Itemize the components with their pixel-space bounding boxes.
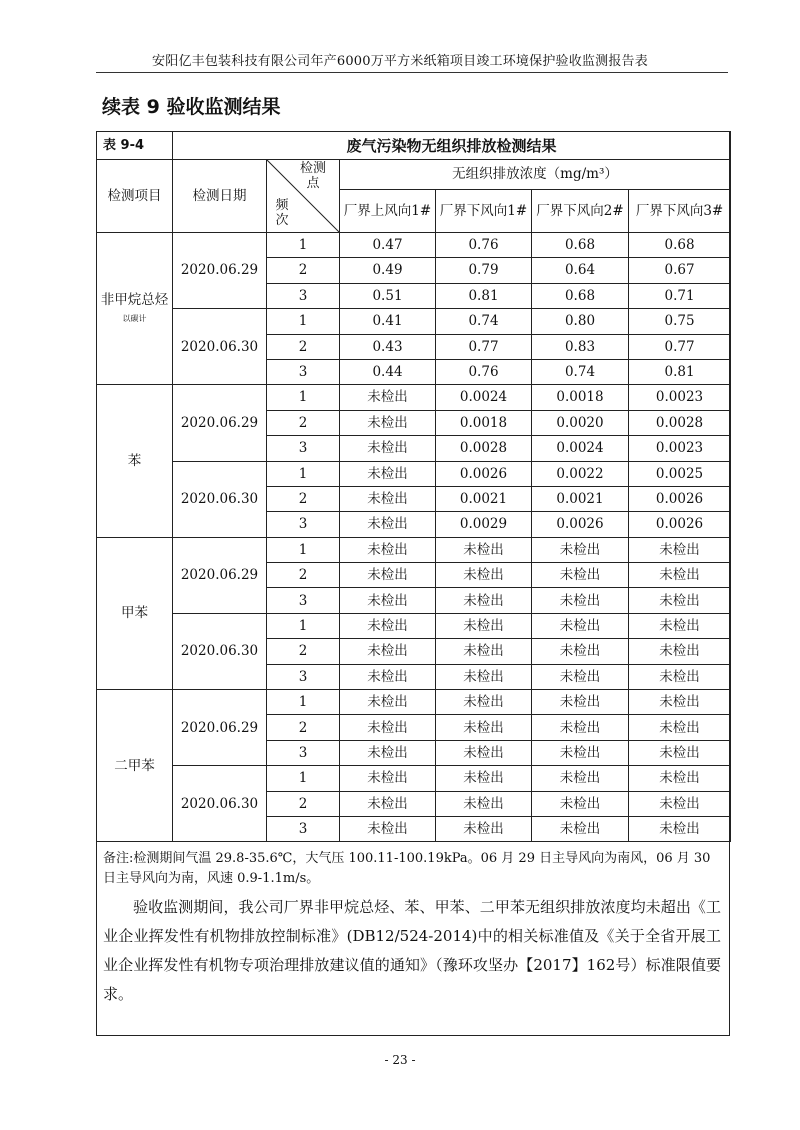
header-item: 检测项目 [97,160,173,233]
value-cell: 未检出 [629,613,731,638]
value-cell: 0.47 [340,233,436,258]
frequency-cell: 1 [267,690,340,715]
value-cell: 0.0018 [532,385,629,410]
frequency-cell: 3 [267,359,340,384]
date-cell: 2020.06.30 [173,613,267,689]
header-frequency: 频次 [275,197,289,229]
value-cell: 未检出 [340,486,436,511]
value-cell: 0.67 [629,258,731,283]
header-point-1: 厂界上风向1# [340,190,436,233]
frequency-cell: 1 [267,766,340,791]
value-cell: 未检出 [629,537,731,562]
table-row [97,690,731,715]
date-cell: 2020.06.29 [173,233,267,309]
value-cell: 未检出 [340,613,436,638]
value-cell: 0.64 [532,258,629,283]
frequency-cell: 1 [267,613,340,638]
value-cell: 0.77 [436,334,532,359]
value-cell: 0.0026 [436,461,532,486]
frequency-cell: 2 [267,258,340,283]
table-row [97,766,731,791]
table-row [97,537,731,562]
value-cell: 未检出 [340,537,436,562]
value-cell: 未检出 [532,563,629,588]
value-cell: 未检出 [532,537,629,562]
header-point-4: 厂界下风向3# [629,190,731,233]
date-cell: 2020.06.29 [173,385,267,461]
value-cell: 未检出 [340,740,436,765]
frequency-cell: 3 [267,436,340,461]
frequency-cell: 3 [267,740,340,765]
value-cell: 未检出 [629,664,731,689]
value-cell: 未检出 [340,690,436,715]
date-cell: 2020.06.30 [173,309,267,385]
frequency-cell: 2 [267,715,340,740]
value-cell: 0.0028 [436,436,532,461]
value-cell: 未检出 [340,436,436,461]
value-cell: 0.76 [436,233,532,258]
header-point-2: 厂界下风向1# [436,190,532,233]
value-cell: 0.49 [340,258,436,283]
value-cell: 0.0028 [629,410,731,435]
value-cell: 0.41 [340,309,436,334]
date-cell: 2020.06.30 [173,766,267,842]
frequency-cell: 1 [267,309,340,334]
value-cell: 0.0025 [629,461,731,486]
value-cell: 0.0024 [436,385,532,410]
item-cell [97,233,173,385]
value-cell: 0.0018 [436,410,532,435]
frequency-cell: 1 [267,461,340,486]
frequency-cell: 3 [267,588,340,613]
item-cell [97,385,173,537]
value-cell: 0.74 [436,309,532,334]
frequency-cell: 2 [267,563,340,588]
value-cell: 未检出 [532,715,629,740]
value-cell: 未检出 [340,816,436,841]
value-cell: 未检出 [532,690,629,715]
value-cell: 0.81 [629,359,731,384]
value-cell: 未检出 [436,588,532,613]
value-cell: 未检出 [629,588,731,613]
value-cell: 0.68 [532,283,629,308]
value-cell: 未检出 [436,639,532,664]
table-row [97,613,731,638]
item-name: 非甲烷总烃 [100,292,169,309]
value-cell: 0.80 [532,309,629,334]
value-cell: 0.68 [532,233,629,258]
value-cell: 0.0020 [532,410,629,435]
page-header: 安阳亿丰包装科技有限公司年产6000万平方米纸箱项目竣工环境保护验收监测报告表 [152,54,648,69]
header-point-3: 厂界下风向2# [532,190,629,233]
value-cell: 未检出 [340,461,436,486]
value-cell: 未检出 [436,537,532,562]
value-cell: 未检出 [340,588,436,613]
value-cell: 0.76 [436,359,532,384]
value-cell: 未检出 [532,791,629,816]
table-row [97,233,731,258]
value-cell: 0.51 [340,283,436,308]
date-cell: 2020.06.30 [173,461,267,537]
value-cell: 未检出 [340,766,436,791]
value-cell: 0.0021 [436,486,532,511]
value-cell: 未检出 [436,740,532,765]
value-cell: 未检出 [629,791,731,816]
value-cell: 0.0026 [629,486,731,511]
value-cell: 未检出 [532,664,629,689]
value-cell: 0.83 [532,334,629,359]
item-name: 甲苯 [121,605,148,622]
item-cell [97,690,173,842]
value-cell: 未检出 [436,664,532,689]
header-rule [96,72,728,73]
value-cell: 0.75 [629,309,731,334]
value-cell: 未检出 [629,690,731,715]
header-diagonal-cell [267,160,340,233]
value-cell: 0.74 [532,359,629,384]
value-cell: 0.0023 [629,385,731,410]
table-title: 废气污染物无组织排放检测结果 [173,132,731,160]
value-cell: 未检出 [436,715,532,740]
value-cell: 未检出 [340,664,436,689]
item-subscript: 以碳计 [122,313,147,323]
date-cell: 2020.06.29 [173,537,267,613]
value-cell: 未检出 [436,791,532,816]
value-cell: 0.79 [436,258,532,283]
value-cell: 未检出 [340,639,436,664]
frequency-cell: 2 [267,791,340,816]
frequency-cell: 1 [267,233,340,258]
frequency-cell: 3 [267,283,340,308]
value-cell: 未检出 [340,563,436,588]
value-cell: 未检出 [436,613,532,638]
value-cell: 未检出 [629,740,731,765]
value-cell: 未检出 [532,816,629,841]
value-cell: 0.81 [436,283,532,308]
value-cell: 未检出 [532,639,629,664]
frequency-cell: 3 [267,664,340,689]
value-cell: 0.0024 [532,436,629,461]
value-cell: 未检出 [436,690,532,715]
frequency-cell: 2 [267,639,340,664]
value-cell: 未检出 [532,766,629,791]
frequency-cell: 1 [267,385,340,410]
value-cell: 未检出 [436,563,532,588]
value-cell: 未检出 [629,563,731,588]
frequency-cell: 3 [267,512,340,537]
conclusion-paragraph: 验收监测期间，我公司厂界非甲烷总烃、苯、甲苯、二甲苯无组织排放浓度均未超出《工业企业挥发性有机物排放控制标准》(DB12/524-2014)中的相关标准值及《关于全省开展工业企业挥发性有机物专项治理排放建议值的通知》（豫环攻坚办【2017】162号）标准限值要求。 [103,898,721,1003]
value-cell: 0.0026 [629,512,731,537]
value-cell: 0.0021 [532,486,629,511]
value-cell: 未检出 [629,816,731,841]
header-date: 检测日期 [173,160,267,233]
value-cell: 0.0029 [436,512,532,537]
value-cell: 0.44 [340,359,436,384]
frequency-cell: 1 [267,537,340,562]
value-cell: 未检出 [340,715,436,740]
value-cell: 0.0022 [532,461,629,486]
header-concentration: 无组织排放浓度（mg/m³） [340,160,731,190]
frequency-cell: 2 [267,334,340,359]
table-row [97,461,731,486]
table-row [97,309,731,334]
table-note: 备注:检测期间气温 29.8-35.6℃，大气压 100.11-100.19kPa。06 月 29 日主导风向为南风，06 月 30 日主导风向为南，风速 0.9-1.1m/s。 [103,851,711,886]
value-cell: 未检出 [629,766,731,791]
value-cell: 未检出 [532,588,629,613]
value-cell: 0.0023 [629,436,731,461]
value-cell: 未检出 [436,816,532,841]
value-cell: 0.71 [629,283,731,308]
value-cell: 0.77 [629,334,731,359]
value-cell: 未检出 [532,740,629,765]
value-cell: 0.0026 [532,512,629,537]
value-cell: 未检出 [629,715,731,740]
header-point: 检测点 [299,161,326,191]
value-cell: 0.43 [340,334,436,359]
table-row [97,385,731,410]
value-cell: 未检出 [532,613,629,638]
item-name: 二甲苯 [114,757,155,774]
section-title: 续表 9 验收监测结果 [102,96,281,118]
value-cell: 未检出 [340,410,436,435]
value-cell: 未检出 [340,791,436,816]
value-cell: 未检出 [340,385,436,410]
frequency-cell: 3 [267,816,340,841]
frequency-cell: 2 [267,410,340,435]
table-label: 表 9-4 [97,132,173,160]
date-cell: 2020.06.29 [173,690,267,766]
page-number: - 23 - [384,1053,416,1067]
results-table [96,131,731,842]
value-cell: 未检出 [340,512,436,537]
value-cell: 未检出 [629,639,731,664]
item-name: 苯 [127,452,142,469]
value-cell: 0.68 [629,233,731,258]
frequency-cell: 2 [267,486,340,511]
item-cell [97,537,173,689]
value-cell: 未检出 [436,766,532,791]
